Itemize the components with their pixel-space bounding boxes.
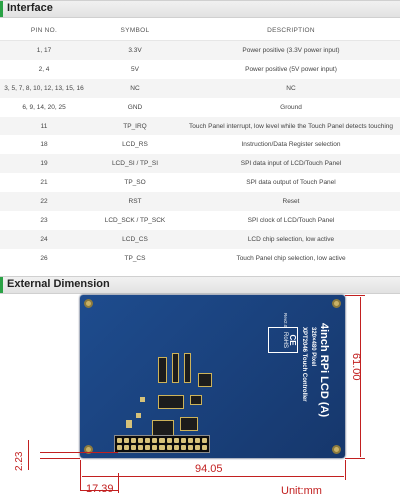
ic-chip [158,357,167,383]
header-pin [124,438,129,443]
symbol-cell: TP_SO [88,173,182,192]
ic-chip [180,417,198,431]
symbol-cell: 5V [88,60,182,79]
header-pin [152,438,157,443]
header-pin [159,445,164,450]
section-accent [0,277,3,293]
table-row [0,211,400,230]
table-row [0,173,400,192]
section-accent [0,1,3,17]
offset-y-dimension-line [28,440,29,470]
ce-mark: CE [288,334,297,346]
dimension-extension-line [345,458,365,459]
symbol-cell: RST [88,192,182,211]
description-cell: Reset [182,192,400,211]
header-pin [167,438,172,443]
pin-number-cell: 2, 4 [0,60,88,79]
pin-number-cell: 1, 17 [0,41,88,60]
header-pin [131,438,136,443]
offset-y-line [40,458,80,459]
board-resolution: 320×480 Pixel [310,327,316,367]
width-dimension-line [82,476,344,477]
ic-chip [184,353,191,383]
symbol-cell: TP_IRQ [88,117,182,136]
ic-chip [172,353,179,383]
ce-rohs-logo [268,327,298,353]
symbol-cell: 3.3V [88,41,182,60]
rohs-mark: RoHS [282,331,288,348]
pin-table-header [0,20,400,41]
description-cell: Ground [182,98,400,117]
header-pin [131,445,136,450]
description-cell: SPI data output of Touch Panel [182,173,400,192]
interface-section-header [0,0,400,18]
dimension-title: External Dimension [7,278,110,290]
symbol-cell: LCD_SCK / TP_SCK [88,211,182,230]
ic-chip [158,395,184,409]
dimension-extension-line [80,460,81,490]
table-row [0,249,400,268]
symbol-cell: LCD_CS [88,230,182,249]
header-pin [159,438,164,443]
table-row [0,117,400,136]
offset-y-line [40,452,118,453]
pin-number-cell: 11 [0,117,88,136]
height-label: 61.00 [350,353,362,381]
solder-pad [140,397,145,402]
board-title: 4inch RPi LCD (A) [318,323,330,418]
ic-chip [198,373,212,387]
header-pin [152,445,157,450]
table-row [0,135,400,154]
header-pin [181,445,186,450]
pin-number-cell: 24 [0,230,88,249]
mounting-hole [332,299,341,308]
header-pin [195,438,200,443]
table-row [0,60,400,79]
column-header-pin-no: PIN NO. [0,20,88,41]
header-pin [181,438,186,443]
mounting-hole [332,445,341,454]
header-pin [138,438,143,443]
pin-number-cell: 21 [0,173,88,192]
header-pin [117,445,122,450]
pin-table [0,20,400,268]
header-pin [117,438,122,443]
dimension-section-header [0,276,400,294]
header-pin [145,438,150,443]
header-pin [145,445,150,450]
table-row [0,154,400,173]
description-cell: Touch Panel chip selection, low active [182,249,400,268]
pin-number-cell: 26 [0,249,88,268]
pin-number-cell: 18 [0,135,88,154]
symbol-cell: GND [88,98,182,117]
description-cell: Touch Panel interrupt, low level while the Touch Panel detects touching [182,117,400,136]
pin-number-cell: 19 [0,154,88,173]
description-cell: NC [182,79,400,98]
ic-chip [190,395,202,405]
dimension-extension-line [345,295,365,296]
column-header-symbol: SYMBOL [88,20,182,41]
pin-number-cell: 22 [0,192,88,211]
board-controller: XPT2046 Touch Controller [301,327,307,402]
board-revision: Rev2.0 [283,313,288,328]
header-pin [167,445,172,450]
pin-number-cell: 6, 9, 14, 20, 25 [0,98,88,117]
symbol-cell: NC [88,79,182,98]
column-header-description: DESCRIPTION [182,20,400,41]
ic-chip [152,420,174,436]
dimension-extension-line [345,460,346,480]
mounting-hole [84,299,93,308]
offset-y-label: 2.23 [14,451,25,471]
pin-number-cell: 3, 5, 7, 8, 10, 12, 13, 15, 16 [0,79,88,98]
description-cell: SPI data input of LCD/Touch Panel [182,154,400,173]
header-pin [174,445,179,450]
description-cell: LCD chip selection, low active [182,230,400,249]
table-row [0,192,400,211]
unit-label: Unit:mm [281,485,322,497]
header-pin [202,438,207,443]
description-cell: Instruction/Data Register selection [182,135,400,154]
header-pin [202,445,207,450]
table-row [0,41,400,60]
symbol-cell: LCD_RS [88,135,182,154]
interface-title: Interface [7,2,53,14]
table-row [0,98,400,117]
table-row [0,79,400,98]
description-cell: Power positive (3.3V power input) [182,41,400,60]
header-pin [174,438,179,443]
header-pin [138,445,143,450]
description-cell: SPI clock of LCD/Touch Panel [182,211,400,230]
symbol-cell: TP_CS [88,249,182,268]
lcd-board [80,295,345,458]
header-pin [188,438,193,443]
symbol-cell: LCD_SI / TP_SI [88,154,182,173]
header-pin [124,445,129,450]
table-row [0,230,400,249]
gpio-header [114,435,210,453]
width-label: 94.05 [195,463,223,475]
solder-pad [126,420,132,428]
header-pin [188,445,193,450]
header-pin [195,445,200,450]
description-cell: Power positive (5V power input) [182,60,400,79]
pin-number-cell: 23 [0,211,88,230]
solder-pad [136,413,141,418]
offset-x-label: 17.39 [86,483,114,495]
dimension-drawing [0,295,400,500]
